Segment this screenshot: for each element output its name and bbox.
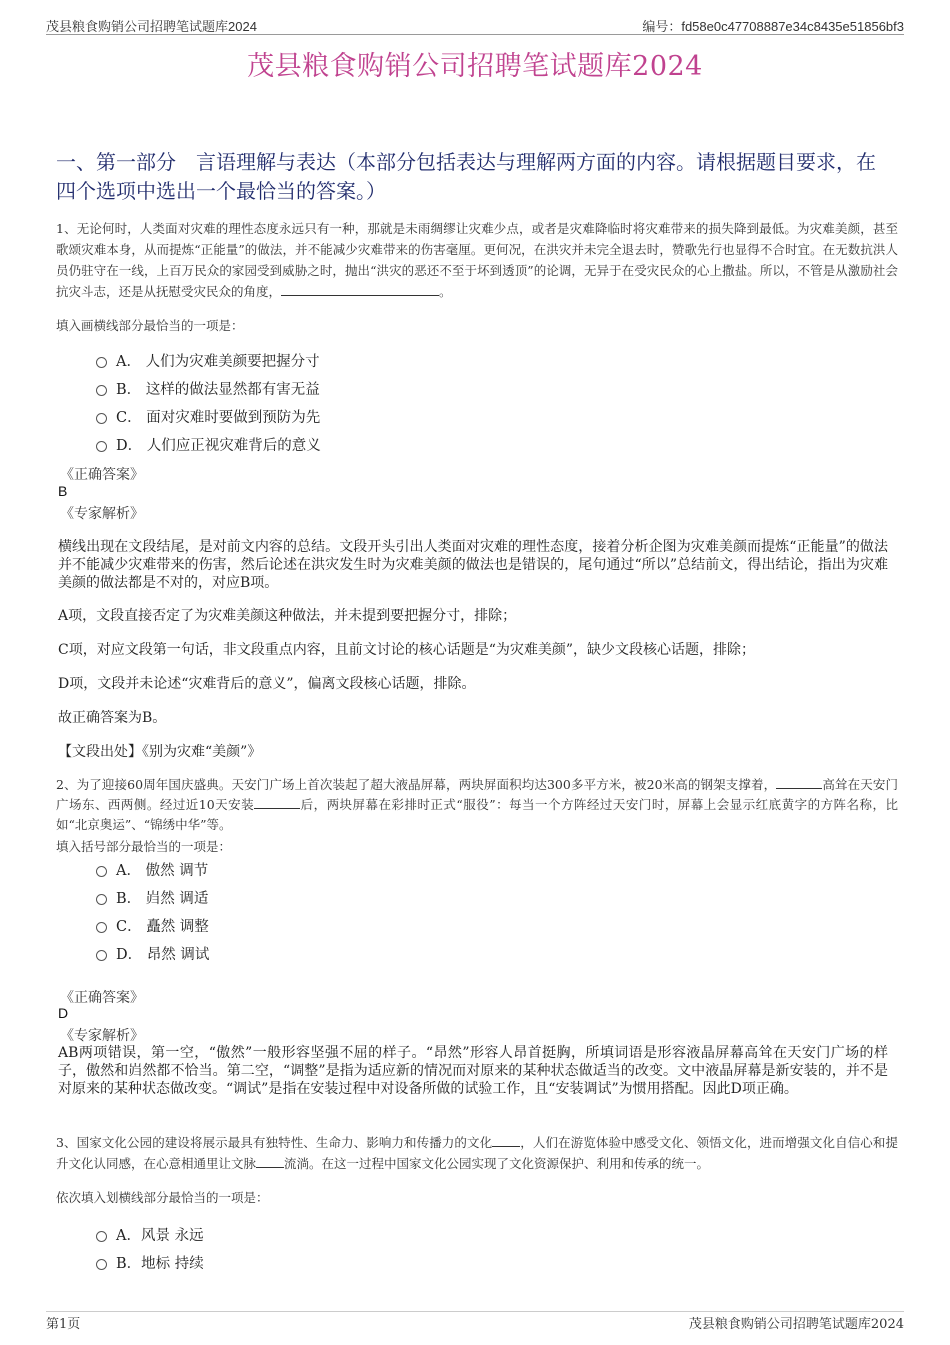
option-label: A． 人们为灾难美颜要把握分寸 xyxy=(116,354,320,370)
question-1-stem-end: 。 xyxy=(439,284,452,299)
question-2-option-d[interactable] xyxy=(96,943,209,964)
question-2-blank-2 xyxy=(254,808,300,809)
question-2-stem-2: 高耸在天安门广场东、西两侧。经过近10天安装 xyxy=(56,777,898,812)
question-1-stem: 1、无论何时，人类面对灾难的理性态度永远只有一种，那就是未雨绸缪让灾难少点，或者是灾难降临时将灾难带来的损失降到最低。为灾难美颜，甚至歌颂灾难本身，从而提炼“正能量”的做法，并不能减少灾难带来的伤害毫厘。更何况，在洪灾并未完全退去时，赞歌先行也显得不合时宜。在无数抗洪人员仍驻守在一线，上百万民众的家园受到威胁之时，抛出“洪灾的恶还不至于坏到透顶”的论调，无异于在受灾民众的心上撒盐。所以，不管是从激励社会抗灾斗志，还是从抚慰受灾民众的角度， xyxy=(56,221,898,299)
question-3-option-b[interactable] xyxy=(96,1252,204,1273)
option-label: D． 人们应正视灾难背后的意义 xyxy=(116,438,321,454)
option-label: C． 矗然 调整 xyxy=(116,919,209,935)
radio-icon[interactable] xyxy=(96,441,107,452)
question-2-option-b[interactable] xyxy=(96,887,208,908)
section-heading: 一、第一部分 言语理解与表达（本部分包括表达与理解两方面的内容。请根据题目要求，在四个选项中选出一个最恰当的答案。） xyxy=(56,150,876,203)
header-doc-id xyxy=(642,16,904,35)
option-label: B． 这样的做法显然都有害无益 xyxy=(116,382,320,398)
question-3-text xyxy=(56,1132,898,1174)
question-1-analysis-c: C项，对应文段第一句话，非文段重点内容，且前文讨论的核心话题是“为灾难美颜”，缺少文段核心话题，排除； xyxy=(58,642,756,658)
option-label: A．风景 永远 xyxy=(116,1228,204,1244)
question-2-blank-1 xyxy=(776,788,822,789)
question-2-stem-1: 2、为了迎接60周年国庆盛典。天安门广场上首次装起了超大液晶屏幕，两块屏面积均达300多平方米，被20米高的钢架支撑着， xyxy=(56,777,777,792)
footer-divider xyxy=(46,1311,904,1312)
page-title: 茂县粮食购销公司招聘笔试题库2024 xyxy=(247,51,703,82)
header-divider xyxy=(46,34,904,35)
question-1-analysis-label: 《专家解析》 xyxy=(60,506,144,522)
question-1-analysis-d: D项，文段并未论述“灾难背后的意义”，偏离文段核心话题，排除。 xyxy=(58,676,476,692)
question-2-option-c[interactable] xyxy=(96,915,209,936)
question-1-source: 【文段出处】《别为灾难“美颜”》 xyxy=(58,744,262,760)
question-1-text xyxy=(56,218,898,302)
radio-icon[interactable] xyxy=(96,385,107,396)
radio-icon[interactable] xyxy=(96,894,107,905)
question-3-blank-2 xyxy=(256,1167,284,1168)
radio-icon[interactable] xyxy=(96,866,107,877)
question-3-stem-3: 流淌。在这一过程中国家文化公园实现了文化资源保护、利用和传承的统一。 xyxy=(284,1156,710,1171)
question-1-answer-label: 《正确答案》 xyxy=(60,467,144,483)
question-1-conclusion: 故正确答案为B。 xyxy=(58,710,167,726)
question-2-text xyxy=(56,775,898,835)
option-label: D． 昂然 调试 xyxy=(116,947,210,963)
radio-icon[interactable] xyxy=(96,922,107,933)
option-label: A． 傲然 调节 xyxy=(116,863,209,879)
option-label: B． 岿然 调适 xyxy=(116,891,209,907)
question-2-answer-label: 《正确答案》 xyxy=(60,990,144,1006)
question-3-option-a[interactable] xyxy=(96,1224,204,1245)
question-2-prompt: 填入括号部分最恰当的一项是： xyxy=(56,839,232,854)
header-id-value: fd58e0c47708887e34c8435e51856bf3 xyxy=(681,19,904,34)
question-3-prompt: 依次填入划横线部分最恰当的一项是： xyxy=(56,1190,269,1205)
question-1-prompt: 填入画横线部分最恰当的一项是： xyxy=(56,318,244,333)
radio-icon[interactable] xyxy=(96,413,107,424)
question-1-option-d[interactable] xyxy=(96,434,321,455)
question-3-stem-1: 3、国家文化公园的建设将展示最具有独特性、生命力、影响力和传播力的文化 xyxy=(56,1135,493,1150)
question-1-analysis-a: A项，文段直接否定了为灾难美颜这种做法，并未提到要把握分寸，排除； xyxy=(58,608,517,624)
option-label: C． 面对灾难时要做到预防为先 xyxy=(116,410,321,426)
question-1-analysis-main: 横线出现在文段结尾，是对前文内容的总结。文段开头引出人类面对灾难的理性态度，接着分析企图为灾难美颜而提炼“正能量”的做法并不能减少灾难带来的伤害，然后论述在洪灾发生时为灾难美颜的做法也是错误的，尾句通过“所以”总结前文，得出结论，指出为灾难美颜的做法都是不对的，对应B项。 xyxy=(58,539,888,591)
question-3-stem-2: ，人们在游览体验中感受文化、领悟文化，进而增强文化自信心和提升文化认同感，在心意相通里让文脉 xyxy=(56,1135,898,1171)
question-2-analysis: AB两项错误，第一空，“傲然”一般形容坚强不屈的样子。“昂然”形容人昂首挺胸，所填词语是形容液晶屏幕高耸在天安门广场的样子，傲然和岿然都不恰当。第二空，“调整”是指为适应新的情况而对原来的某种状态做适当的改变。文中液晶屏幕是新安装的，并不是对原来的某种状态做改变。“调试”是指在安装过程中对设备所做的试验工作，且“安装调试”为惯用搭配。因此D项正确。 xyxy=(58,1045,888,1097)
question-1-option-a[interactable] xyxy=(96,350,320,371)
radio-icon[interactable] xyxy=(96,950,107,961)
question-3-blank-1 xyxy=(492,1146,520,1147)
radio-icon[interactable] xyxy=(96,1259,107,1270)
radio-icon[interactable] xyxy=(96,1231,107,1242)
question-2-analysis-label: 《专家解析》 xyxy=(60,1028,144,1044)
radio-icon[interactable] xyxy=(96,357,107,368)
header-doc-title: 茂县粮食购销公司招聘笔试题库2024 xyxy=(46,19,257,34)
question-2-answer: D xyxy=(58,1005,69,1021)
option-label: B．地标 持续 xyxy=(116,1256,204,1272)
question-2-stem-3: 后，两块屏幕在彩排时正式“服役”：每当一个方阵经过天安门时，屏幕上会显示红底黄字的方阵名称，比如“北京奥运”、“锦绣中华”等。 xyxy=(56,797,898,832)
question-1-answer: B xyxy=(58,483,68,499)
header-id-label: 编号： xyxy=(642,19,682,34)
page-number: 第1页 xyxy=(46,1317,81,1332)
question-1-blank xyxy=(281,295,439,296)
question-2-option-a[interactable] xyxy=(96,859,208,880)
question-1-option-c[interactable] xyxy=(96,406,320,427)
footer-doc-title: 茂县粮食购销公司招聘笔试题库2024 xyxy=(688,1317,904,1332)
question-1-option-b[interactable] xyxy=(96,378,320,399)
